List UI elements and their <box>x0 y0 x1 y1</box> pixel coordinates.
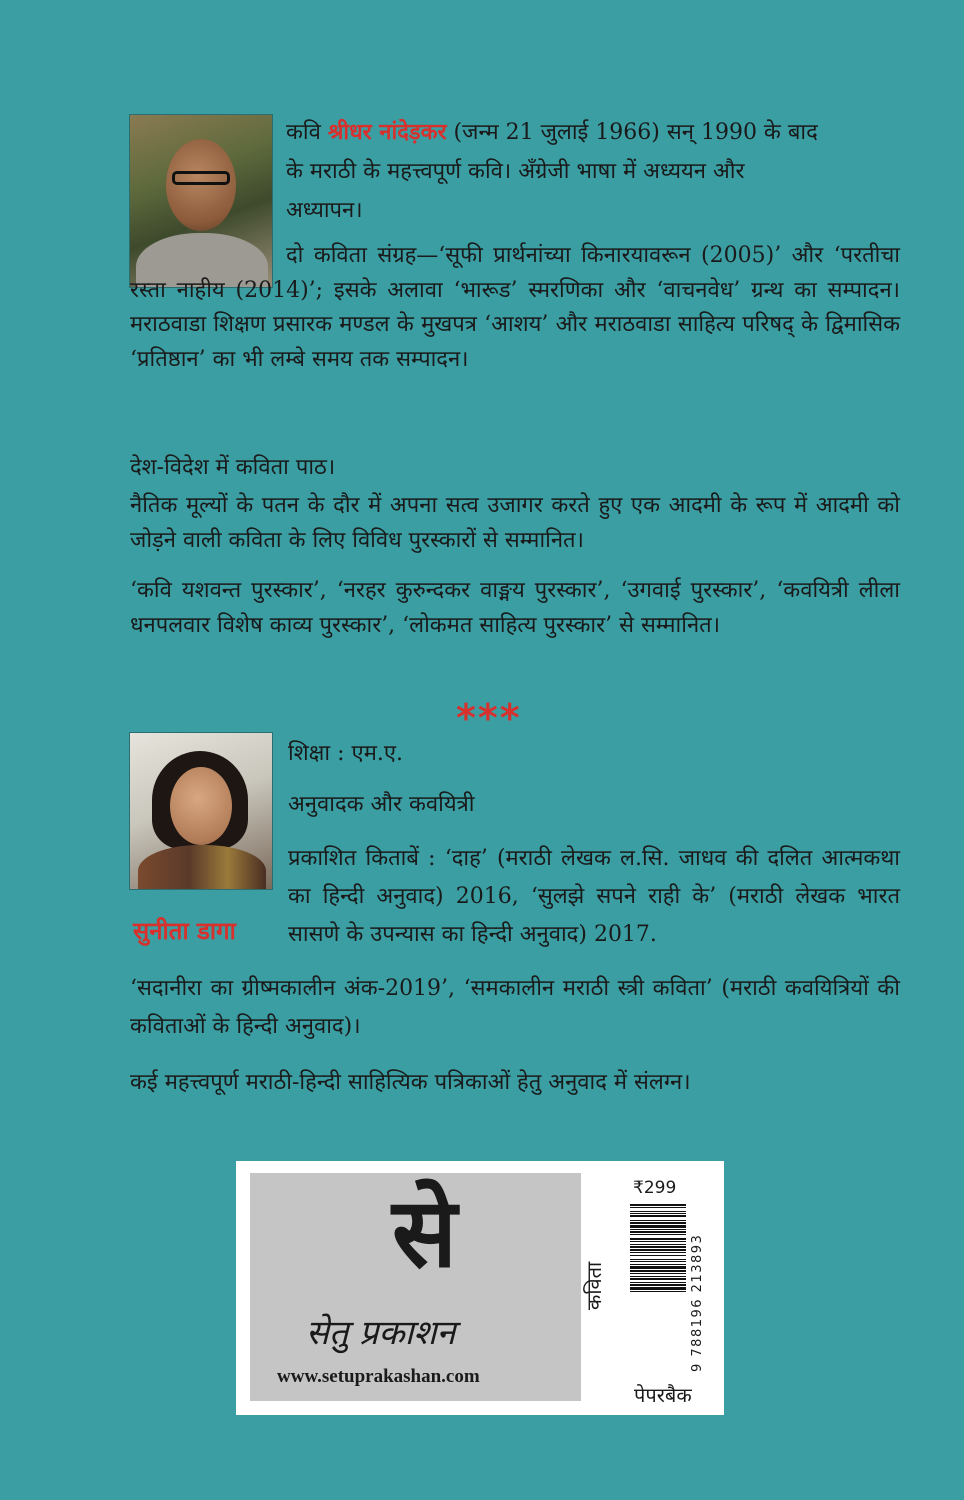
author-intro-prefix: कवि <box>286 120 328 145</box>
publisher-name: सेतु प्रकाशन <box>306 1313 456 1353</box>
author-name: श्रीधर नांदेड़कर <box>327 119 447 145</box>
author-intro-line-1-text: (जन्म 21 जुलाई 1966) सन् 1990 के बाद <box>446 120 818 145</box>
translator-photo-head <box>170 767 232 845</box>
translator-photo <box>129 732 273 890</box>
translator-books: प्रकाशित किताबें : ‘दाह’ (मराठी लेखक ल.सि. जाधव की दलित आत्मकथा का हिन्दी अनुवाद) 2016, ‘सुलझे सपने राही के’ (मराठी लेखक भारत सासणे के उपन्यास का हिन्दी अनुवाद) 2017. <box>288 846 900 947</box>
translator-education: शिक्षा : एम.ए. <box>288 741 404 766</box>
book-binding: पेपरबैक <box>634 1383 692 1407</box>
translator-engagement: कई महत्त्वपूर्ण मराठी-हिन्दी साहित्यिक पत्रिकाओं हेतु अनुवाद में संलग्न। <box>130 1070 691 1095</box>
translator-role: अनुवादक और कवयित्री <box>288 792 475 817</box>
author-intro-line-1 <box>286 115 898 150</box>
book-genre: कविता <box>582 1261 606 1310</box>
barcode-stripe <box>630 1292 686 1294</box>
translator-more-works: ‘सदानीरा का ग्रीष्मकालीन अंक-2019’, ‘समकालीन मराठी स्त्री कविता’ (मराठी कवयित्रियों की कविताओं के हिन्दी अनुवाद)। <box>130 976 900 1039</box>
author-photo-glasses <box>172 171 230 185</box>
author-paragraph-works: दो कविता संग्रह—‘सूफी प्रार्थनांच्या किनारयावरून (2005)’ और ‘परतीचा रस्ता नाहीय (2014)’; इसके अलावा ‘भारूड’ स्मरणिका और ‘वाचनवेध’ ग्रन्थ का सम्पादन। मराठवाडा शिक्षण प्रसारक मण्डल के मुखपत्र ‘आशय’ और मराठवाडा साहित्य परिषद् के द्विमासिक ‘प्रतिष्ठान’ का भी लम्बे समय तक सम्पादन। <box>130 243 900 372</box>
author-paragraph-readings: देश-विदेश में कविता पाठ। <box>130 455 336 480</box>
publisher-logo-icon: से <box>392 1176 457 1289</box>
translator-name: सुनीता डागा <box>133 916 236 945</box>
author-paragraph-awards: ‘कवि यशवन्त पुरस्कार’, ‘नरहर कुरुन्दकर वाङ्मय पुरस्कार’, ‘उगवाई पुरस्कार’, ‘कवयित्री लीला धनपलवार विशेष काव्य पुरस्कार’, ‘लोकमत साहित्य पुरस्कार’ से सम्मानित। <box>130 578 900 638</box>
author-paragraph-values: नैतिक मूल्यों के पतन के दौर में अपना सत्व उजागर करते हुए एक आदमी के रूप में आदमी को जोड़ने वाली कविता के लिए विविध पुरस्कारों से सम्मानित। <box>130 493 900 553</box>
author-intro-line-3: अध्यापन। <box>286 198 363 223</box>
publisher-url[interactable]: www.setuprakashan.com <box>277 1366 480 1387</box>
author-photo-head <box>166 139 236 231</box>
author-intro-line-2: के मराठी के महत्त्वपूर्ण कवि। अँग्रेजी भाषा में अध्ययन और <box>286 159 745 184</box>
isbn-number: 9 788196 213893 <box>690 1233 705 1372</box>
translator-photo-saree <box>138 845 266 890</box>
barcode-icon <box>630 1204 686 1368</box>
section-separator: *** <box>456 696 522 740</box>
book-price: ₹299 <box>633 1178 677 1198</box>
